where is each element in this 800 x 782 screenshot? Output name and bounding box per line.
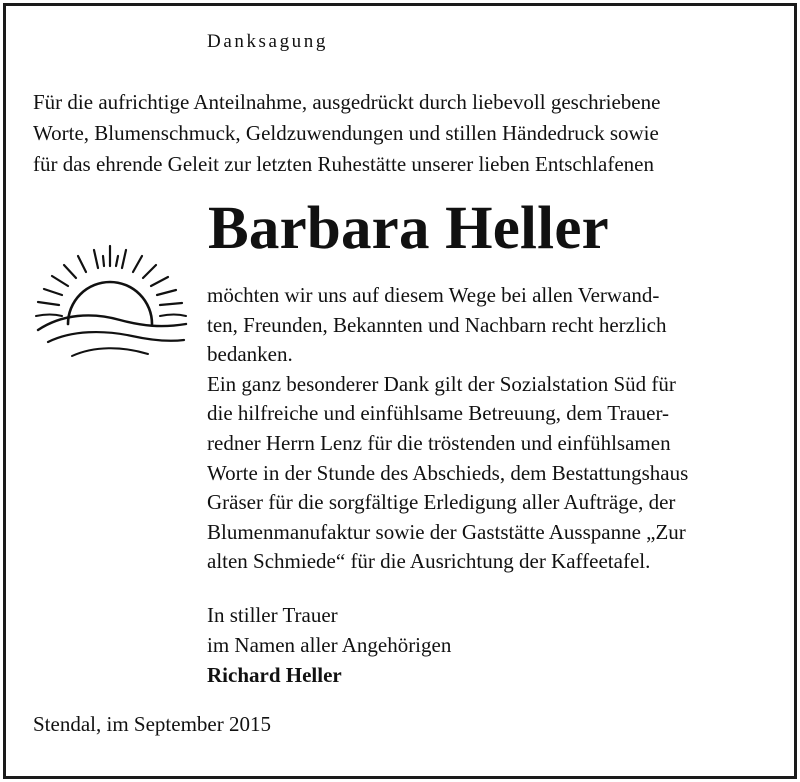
deceased-name: Barbara Heller xyxy=(208,195,609,262)
closing-line: In stiller Trauer xyxy=(207,603,338,627)
body-line: ten, Freunden, Bekannten und Nachbarn recht herzlich xyxy=(207,312,667,337)
notice-heading: Danksagung xyxy=(207,31,328,52)
body-line: bedanken. xyxy=(207,342,293,367)
body-line: Blumenmanufaktur sowie der Gaststätte Ausspanne „Zur xyxy=(207,519,686,544)
body-line: Ein ganz besonderer Dank gilt der Sozialstation Süd für xyxy=(207,371,676,396)
closing-line: im Namen aller Angehörigen xyxy=(207,633,452,657)
intro-line: für das ehrende Geleit zur letzten Ruhestätte unserer lieben Entschlafenen xyxy=(33,152,654,176)
intro-line: Worte, Blumenschmuck, Geldzuwendungen und stillen Händedruck sowie xyxy=(33,121,659,145)
body-line: Worte in der Stunde des Abschieds, dem Bestattungshaus xyxy=(207,460,689,485)
signature-name: Richard Heller xyxy=(207,663,342,687)
place-date: Stendal, im September 2015 xyxy=(33,712,271,736)
body-text xyxy=(207,281,777,577)
intro-text xyxy=(33,87,773,180)
sunset-over-hills-icon xyxy=(32,244,190,372)
body-line: möchten wir uns auf diesem Wege bei allen Verwand- xyxy=(207,283,660,307)
intro-line: Für die aufrichtige Anteilnahme, ausgedrückt durch liebevoll geschriebene xyxy=(33,90,661,114)
closing-block xyxy=(207,600,451,690)
body-line: alten Schmiede“ für die Ausrichtung der Kaffeetafel. xyxy=(207,549,651,574)
body-line: Gräser für die sorgfältige Erledigung aller Aufträge, der xyxy=(207,490,676,515)
body-line: redner Herrn Lenz für die tröstenden und einfühlsamen xyxy=(207,430,671,455)
body-line: die hilfreiche und einfühlsame Betreuung, dem Trauer- xyxy=(207,401,670,426)
